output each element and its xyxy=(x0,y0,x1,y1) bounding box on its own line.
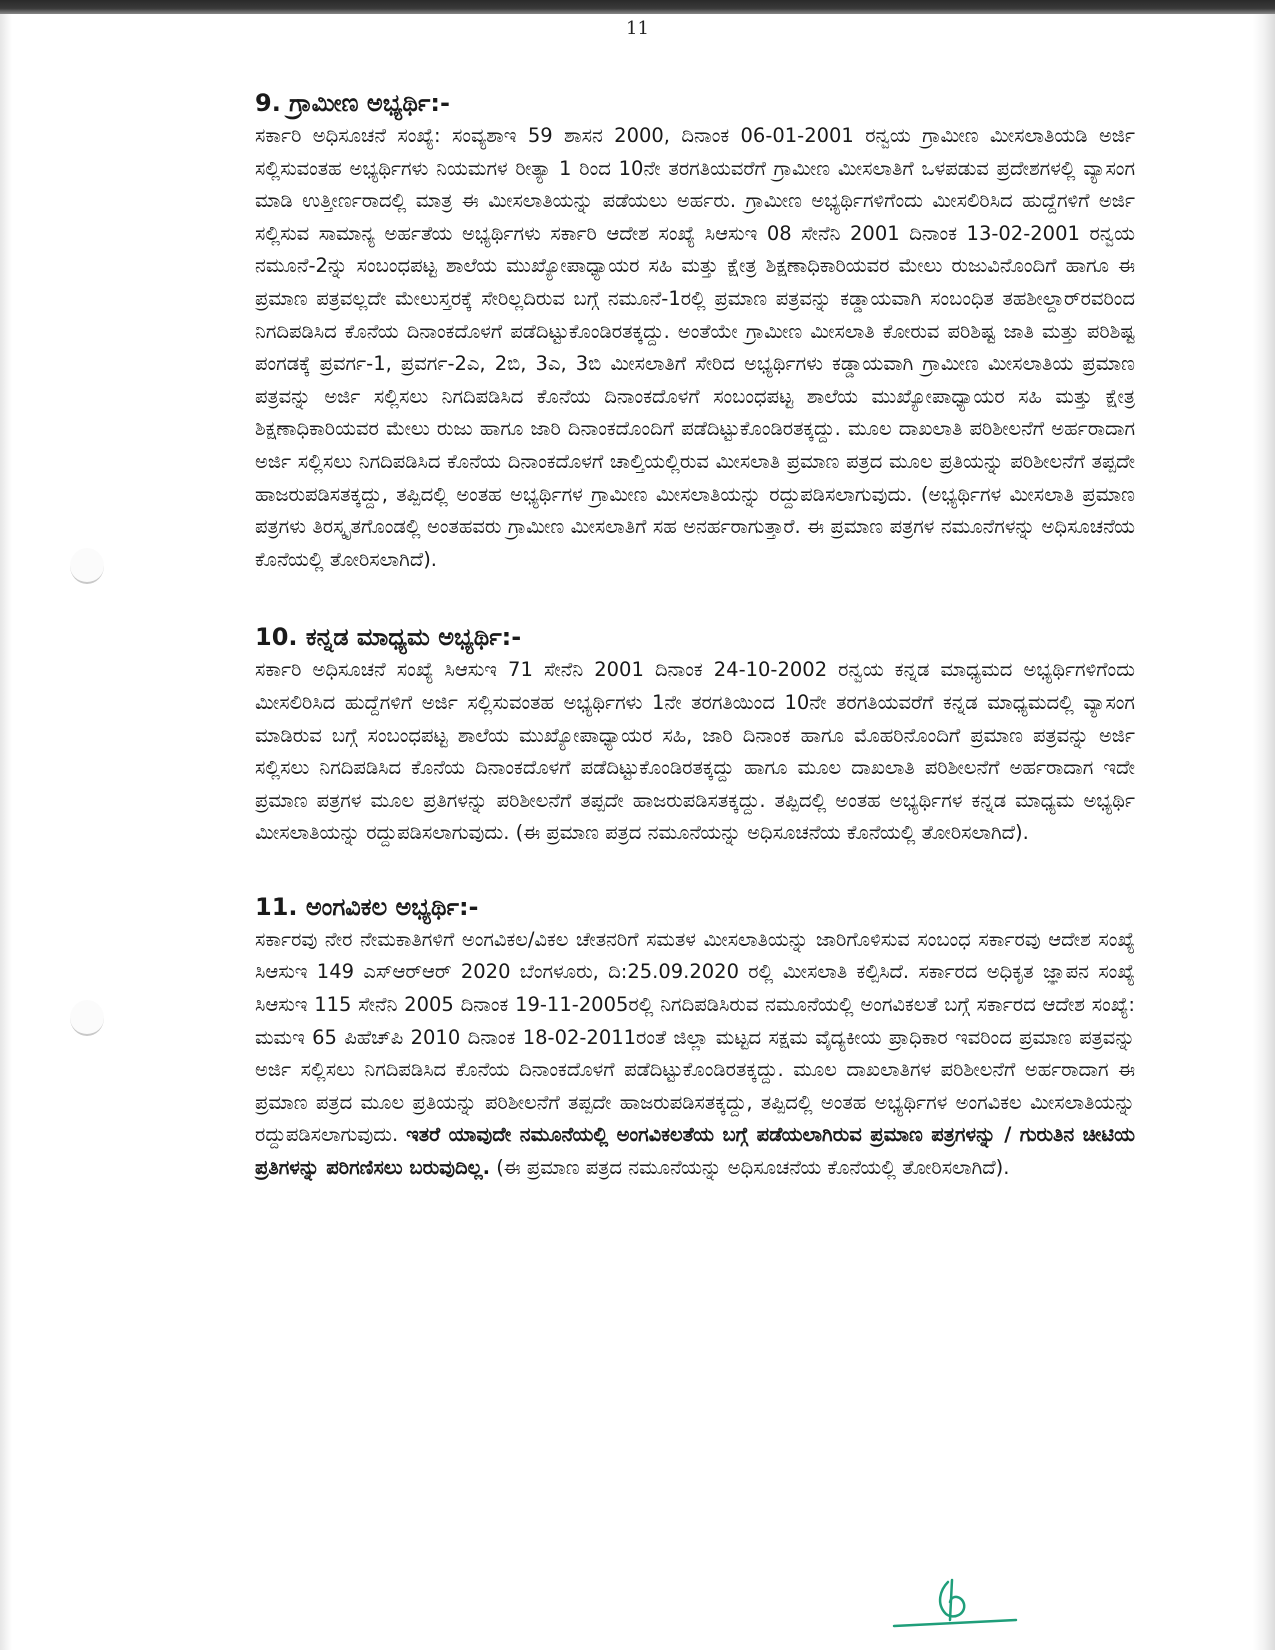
section-rural-candidate xyxy=(255,86,1135,576)
paragraph-text: ಸರ್ಕಾರವು ನೇರ ನೇಮಕಾತಿಗಳಿಗೆ ಅಂಗವಿಕಲ/ವಿಕಲ ಚೇತನರಿಗೆ ಸಮತಳ ಮೀಸಲಾತಿಯನ್ನು ಜಾರಿಗೊಳಿಸುವ ಸಂಬಂಧ ಸರ್ಕಾರವು ಆದೇಶ ಸಂಖ್ಯೆ ಸಿಆಸುಇ 149 ಎಸ್‌ಆರ್‌ಆರ್ 2020 ಬೆಂಗಳೂರು, ದಿ:25.09.2020 ರಲ್ಲಿ ಮೀಸಲಾತಿ ಕಲ್ಪಿಸಿದೆ. ಸರ್ಕಾರದ ಅಧಿಕೃತ ಜ್ಞಾಪನ ಸಂಖ್ಯೆ ಸಿಆಸುಇ 115 ಸೇನೆನಿ 2005 ದಿನಾಂಕ 19-11-2005ರಲ್ಲಿ ನಿಗದಿಪಡಿಸಿರುವ ನಮೂನೆಯಲ್ಲಿ ಅಂಗವಿಕಲತೆ ಬಗ್ಗೆ ಸರ್ಕಾರದ ಆದೇಶ ಸಂಖ್ಯೆ: ಮಮಇ 65 ಪಿಹೆಚ್‌ಪಿ 2010 ದಿನಾಂಕ 18-02-2011ರಂತೆ ಜಿಲ್ಲಾ ಮಟ್ಟದ ಸಕ್ಷಮ ವೈದ್ಯಕೀಯ ಪ್ರಾಧಿಕಾರ ಇವರಿಂದ ಪ್ರಮಾಣ ಪತ್ರವನ್ನು ಅರ್ಜಿ ಸಲ್ಲಿಸಲು ನಿಗದಿಪಡಿಸಿದ ಕೊನೆಯ ದಿನಾಂಕದೊಳಗೆ ಪಡೆದಿಟ್ಟುಕೊಂಡಿರತಕ್ಕದ್ದು. ಮೂಲ ದಾಖಲಾತಿಗಳ ಪರಿಶೀಲನೆಗೆ ಅರ್ಹರಾದಾಗ ಈ ಪ್ರಮಾಣ ಪತ್ರದ ಮೂಲ ಪ್ರತಿಯನ್ನು ಪರಿಶೀಲನೆಗೆ ತಪ್ಪದೇ ಹಾಜರುಪಡಿಸತಕ್ಕದ್ದು, ತಪ್ಪಿದಲ್ಲಿ ಅಂತಹ ಅಭ್ಯರ್ಥಿಗಳ ಅಂಗವಿಕಲ ಮೀಸಲಾತಿಯನ್ನು ರದ್ದುಪಡಿಸಲಾಗುವುದು. xyxy=(255,927,1135,1147)
scan-edge-right xyxy=(1253,14,1275,1650)
section-paragraph: ಸರ್ಕಾರಿ ಅಧಿಸೂಚನೆ ಸಂಖ್ಯೆ: ಸಂವ್ಯಶಾಇ 59 ಶಾಸನ 2000, ದಿನಾಂಕ 06-01-2001 ರನ್ವಯ ಗ್ರಾಮೀಣ ಮೀಸಲಾತಿಯಡಿ ಅರ್ಜಿ ಸಲ್ಲಿಸುವಂತಹ ಅಭ್ಯರ್ಥಿಗಳು ನಿಯಮಗಳ ರೀತ್ಯಾ 1 ರಿಂದ 10ನೇ ತರಗತಿಯವರೆಗೆ ಗ್ರಾಮೀಣ ಮೀಸಲಾತಿಗೆ ಒಳಪಡುವ ಪ್ರದೇಶಗಳಲ್ಲಿ ವ್ಯಾಸಂಗ ಮಾಡಿ ಉತ್ತೀರ್ಣರಾದಲ್ಲಿ ಮಾತ್ರ ಈ ಮೀಸಲಾತಿಯನ್ನು ಪಡೆಯಲು ಅರ್ಹರು. ಗ್ರಾಮೀಣ ಅಭ್ಯರ್ಥಿಗಳಿಗೆಂದು ಮೀಸಲಿರಿಸಿದ ಹುದ್ದೆಗಳಿಗೆ ಅರ್ಜಿ ಸಲ್ಲಿಸುವ ಸಾಮಾನ್ಯ ಅರ್ಹತೆಯ ಅಭ್ಯರ್ಥಿಗಳು ಸರ್ಕಾರಿ ಆದೇಶ ಸಂಖ್ಯೆ ಸಿಆಸುಇ 08 ಸೇನೆನಿ 2001 ದಿನಾಂಕ 13-02-2001 ರನ್ವಯ ನಮೂನೆ-2ನ್ನು ಸಂಬಂಧಪಟ್ಟ ಶಾಲೆಯ ಮುಖ್ಯೋಪಾಧ್ಯಾಯರ ಸಹಿ ಮತ್ತು ಕ್ಷೇತ್ರ ಶಿಕ್ಷಣಾಧಿಕಾರಿಯವರ ಮೇಲು ರುಜುವಿನೊಂದಿಗೆ ಹಾಗೂ ಈ ಪ್ರಮಾಣ ಪತ್ರವಲ್ಲದೇ ಮೇಲುಸ್ತರಕ್ಕೆ ಸೇರಿಲ್ಲದಿರುವ ಬಗ್ಗೆ ನಮೂನೆ-1ರಲ್ಲಿ ಪ್ರಮಾಣ ಪತ್ರವನ್ನು ಕಡ್ಡಾಯವಾಗಿ ಸಂಬಂಧಿತ ತಹಶೀಲ್ದಾರ್‌ರವರಿಂದ ನಿಗದಿಪಡಿಸಿದ ಕೊನೆಯ ದಿನಾಂಕದೊಳಗೆ ಪಡೆದಿಟ್ಟುಕೊಂಡಿರತಕ್ಕದ್ದು. ಅಂತೆಯೇ ಗ್ರಾಮೀಣ ಮೀಸಲಾತಿ ಕೋರುವ ಪರಿಶಿಷ್ಟ ಜಾತಿ ಮತ್ತು ಪರಿಶಿಷ್ಟ ಪಂಗಡಕ್ಕೆ ಪ್ರವರ್ಗ-1, ಪ್ರವರ್ಗ-2ಎ, 2ಬಿ, 3ಎ, 3ಬಿ ಮೀಸಲಾತಿಗೆ ಸೇರಿದ ಅಭ್ಯರ್ಥಿಗಳು ಕಡ್ಡಾಯವಾಗಿ ಗ್ರಾಮೀಣ ಮೀಸಲಾತಿಯ ಪ್ರಮಾಣ ಪತ್ರವನ್ನು ಅರ್ಜಿ ಸಲ್ಲಿಸಲು ನಿಗದಿಪಡಿಸಿದ ಕೊನೆಯ ದಿನಾಂಕದೊಳಗೆ ಸಂಬಂಧಪಟ್ಟ ಶಾಲೆಯ ಮುಖ್ಯೋಪಾಧ್ಯಾಯರ ಸಹಿ ಮತ್ತು ಕ್ಷೇತ್ರ ಶಿಕ್ಷಣಾಧಿಕಾರಿಯವರ ಮೇಲು ರುಜು ಹಾಗೂ ಜಾರಿ ದಿನಾಂಕದೊಂದಿಗೆ ಪಡೆದಿಟ್ಟುಕೊಂಡಿರತಕ್ಕದ್ದು. ಮೂಲ ದಾಖಲಾತಿ ಪರಿಶೀಲನೆಗೆ ಅರ್ಹರಾದಾಗ ಅರ್ಜಿ ಸಲ್ಲಿಸಲು ನಿಗದಿಪಡಿಸಿದ ಕೊನೆಯ ದಿನಾಂಕದೊಳಗೆ ಚಾಲ್ತಿಯಲ್ಲಿರುವ ಮೀಸಲಾತಿ ಪ್ರಮಾಣ ಪತ್ರದ ಮೂಲ ಪ್ರತಿಯನ್ನು ಪರಿಶೀಲನೆಗೆ ತಪ್ಪದೇ ಹಾಜರುಪಡಿಸತಕ್ಕದ್ದು, ತಪ್ಪಿದಲ್ಲಿ ಅಂತಹ ಅಭ್ಯರ್ಥಿಗಳ ಗ್ರಾಮೀಣ ಮೀಸಲಾತಿಯನ್ನು ರದ್ದುಪಡಿಸಲಾಗುವುದು. (ಅಭ್ಯರ್ಥಿಗಳ ಮೀಸಲಾತಿ ಪ್ರಮಾಣ ಪತ್ರಗಳು ತಿರಸ್ಕೃತಗೊಂಡಲ್ಲಿ ಅಂತಹವರು ಗ್ರಾಮೀಣ ಮೀಸಲಾತಿಗೆ ಸಹ ಅನರ್ಹರಾಗುತ್ತಾರೆ. ಈ ಪ್ರಮಾಣ ಪತ್ರಗಳ ನಮೂನೆಗಳನ್ನು ಅಧಿಸೂಚನೆಯ ಕೊನೆಯಲ್ಲಿ ತೋರಿಸಲಾಗಿದೆ). xyxy=(255,124,1135,571)
section-heading: 10. ಕನ್ನಡ ಮಾಧ್ಯಮ ಅಭ್ಯರ್ಥಿ:- xyxy=(255,623,522,652)
section-kannada-medium-candidate xyxy=(255,620,1135,850)
section-disabled-candidate xyxy=(255,890,1135,1185)
document-body xyxy=(255,86,1135,1213)
paragraph-bold-text: ಇತರೆ ಯಾವುದೇ ನಮೂನೆಯಲ್ಲಿ ಅಂಗವಿಕಲತೆಯ ಬಗ್ಗೆ ಪಡೆಯಲಾಗಿರುವ ಪ್ರಮಾಣ ಪತ್ರಗಳನ್ನು / ಗುರುತಿನ ಚೀಟಿಯ ಪ್ರತಿಗಳನ್ನು ಪರಿಗಣಿಸಲು ಬರುವುದಿಲ್ಲ. xyxy=(255,1123,1136,1180)
section-paragraph: ಸರ್ಕಾರಿ ಅಧಿಸೂಚನೆ ಸಂಖ್ಯೆ ಸಿಆಸುಇ 71 ಸೇನೆನಿ 2001 ದಿನಾಂಕ 24-10-2002 ರನ್ವಯ ಕನ್ನಡ ಮಾಧ್ಯಮದ ಅಭ್ಯರ್ಥಿಗಳಿಗೆಂದು ಮೀಸಲಿರಿಸಿದ ಹುದ್ದೆಗಳಿಗೆ ಅರ್ಜಿ ಸಲ್ಲಿಸುವಂತಹ ಅಭ್ಯರ್ಥಿಗಳು 1ನೇ ತರಗತಿಯಿಂದ 10ನೇ ತರಗತಿಯವರೆಗೆ ಕನ್ನಡ ಮಾಧ್ಯಮದಲ್ಲಿ ವ್ಯಾಸಂಗ ಮಾಡಿರುವ ಬಗ್ಗೆ ಸಂಬಂಧಪಟ್ಟ ಶಾಲೆಯ ಮುಖ್ಯೋಪಾಧ್ಯಾಯರ ಸಹಿ, ಜಾರಿ ದಿನಾಂಕ ಹಾಗೂ ಮೊಹರಿನೊಂದಿಗೆ ಪ್ರಮಾಣ ಪತ್ರವನ್ನು ಅರ್ಜಿ ಸಲ್ಲಿಸಲು ನಿಗದಿಪಡಿಸಿದ ಕೊನೆಯ ದಿನಾಂಕದೊಳಗೆ ಪಡೆದಿಟ್ಟುಕೊಂಡಿರತಕ್ಕದ್ದು ಹಾಗೂ ಮೂಲ ದಾಖಲಾತಿ ಪರಿಶೀಲನೆಗೆ ಅರ್ಹರಾದಾಗ ಇದೇ ಪ್ರಮಾಣ ಪತ್ರಗಳ ಮೂಲ ಪ್ರತಿಗಳನ್ನು ಪರಿಶೀಲನೆಗೆ ತಪ್ಪದೇ ಹಾಜರುಪಡಿಸತಕ್ಕದ್ದು. ತಪ್ಪಿದಲ್ಲಿ ಅಂತಹ ಅಭ್ಯರ್ಥಿಗಳ ಕನ್ನಡ ಮಾಧ್ಯಮ ಅಭ್ಯರ್ಥಿ ಮೀಸಲಾತಿಯನ್ನು ರದ್ದುಪಡಿಸಲಾಗುವುದು. (ಈ ಪ್ರಮಾಣ ಪತ್ರದ ನಮೂನೆಯನ್ನು ಅಧಿಸೂಚನೆಯ ಕೊನೆಯಲ್ಲಿ ತೋರಿಸಲಾಗಿದೆ). xyxy=(255,658,1135,845)
paragraph-text-end: (ಈ ಪ್ರಮಾಣ ಪತ್ರದ ನಮೂನೆಯನ್ನು ಅಧಿಸೂಚನೆಯ ಕೊನೆಯಲ್ಲಿ ತೋರಿಸಲಾಗಿದೆ). xyxy=(496,1156,1010,1180)
section-paragraph xyxy=(255,924,1135,1185)
section-heading: 9. ಗ್ರಾಮೀಣ ಅಭ್ಯರ್ಥಿ:- xyxy=(255,89,450,117)
signature-mark xyxy=(890,1570,1020,1640)
scan-edge-top xyxy=(0,0,1275,14)
punch-hole-upper xyxy=(70,548,104,584)
section-heading: 11. ಅಂಗವಿಕಲ ಅಭ್ಯರ್ಥಿ:- xyxy=(255,892,479,921)
page-number: 11 xyxy=(626,18,649,39)
scan-edge-left xyxy=(0,14,12,1650)
punch-hole-lower xyxy=(70,1000,104,1036)
